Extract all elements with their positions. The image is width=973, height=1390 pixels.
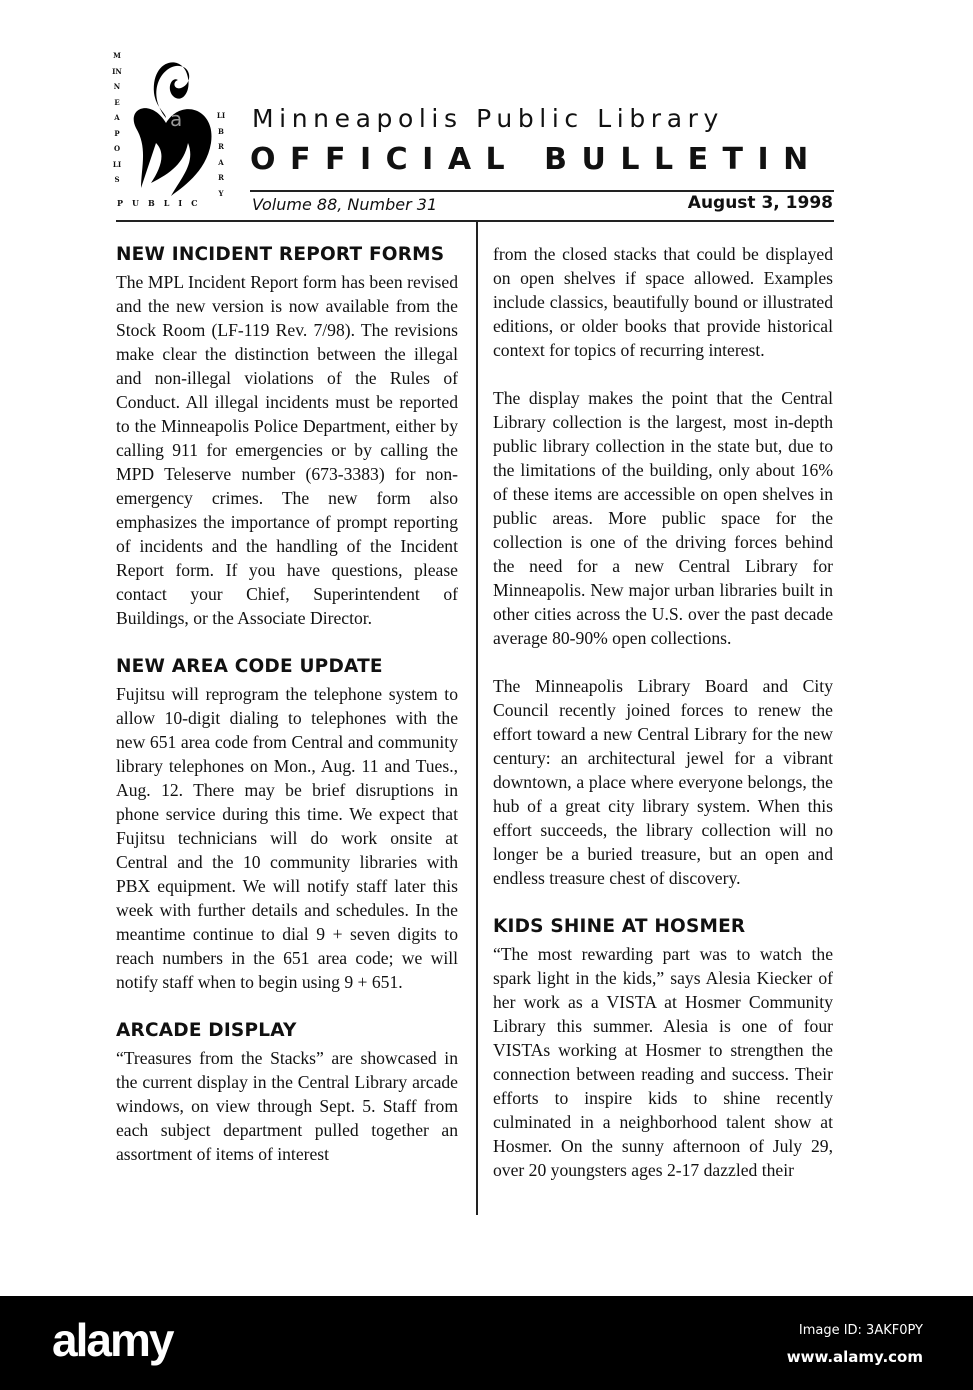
issue-date: August 3, 1998: [687, 193, 833, 213]
site-url: www.alamy.com: [786, 1348, 923, 1366]
article-paragraph: “Treasures from the Stacks” are showcased in the current display in the Central Library arcade windows, on view through Sept. 5. Staff from each subject department pulled together an assortment of items of interest: [116, 1048, 458, 1164]
alamy-logo: alamy: [52, 1314, 173, 1366]
article-paragraph: The MPL Incident Report form has been revised and the new version is now available from the Stock Room (LF-119 Rev. 7/98). The revisions make clear the distinction between the illegal and non-illegal violations of the Rules of Conduct. All illegal incidents must be reported to the Minneapolis Police Department, either by calling 911 for emergencies or by calling the MPD Teleserve number (673-3383) for non-emergency crimes. The new form also emphasizes the importance of prompt reporting of incidents and the handling of the Incident Report form. If you have questions, please contact your Chief, Superintendent of Buildings, or the Associate Director.: [116, 272, 458, 628]
library-logo: [112, 48, 226, 218]
library-name: Minneapolis Public Library: [252, 104, 724, 133]
logo-mark-icon: [126, 48, 216, 198]
column-divider: [476, 222, 478, 1215]
header-rule: [250, 190, 834, 192]
left-column: [116, 242, 458, 1190]
article-heading: KIDS SHINE AT HOSMER: [493, 916, 746, 937]
volume-number: Volume 88, Number 31: [252, 195, 438, 214]
masthead-bottom-rule: [116, 220, 834, 222]
article-paragraph: from the closed stacks that could be displayed on open shelves if space allowed. Examples include classics, beautifully bound or illustrated editions, or older books that provide historical context for topics of recurring interest.: [493, 244, 833, 360]
article-paragraph: “The most rewarding part was to watch the spark light in the kids,” says Alesia Kiecker of her work as a VISTA at Hosmer Community Library this summer. Alesia is one of four VISTAs working at Hosmer to strengthen the connection between reading and success. Their efforts to inspire kids to shine recently culminated in a neighborhood talent show at Hosmer. On the sunny afternoon of July 29, over 20 youngsters ages 2-17 dazzled their: [493, 944, 833, 1180]
image-id: Image ID: 3AKF0PY: [798, 1323, 923, 1338]
svg-text:a: a: [170, 107, 183, 131]
article-area-code-update: [116, 654, 458, 994]
article-heading: NEW AREA CODE UPDATE: [116, 656, 383, 677]
article-paragraph: Fujitsu will reprogram the telephone system to allow 10-digit dialing to telephones with the new 651 area code from Central and community library telephones on Mon., Aug. 11 and Tues., Aug. 12. There may be brief disruptions in phone service during this time. We expect that Fujitsu technicians will do work onsite at Central and the 10 community libraries with PBX equipment. We will notify staff later this week with further details and schedules. In the meantime continue to dial 9 + seven digits to reach numbers in the 651 area code; we will notify staff when to begin using 9 + 651.: [116, 684, 458, 992]
article-paragraph: The Minneapolis Library Board and City Council recently joined forces to renew the effort toward a new Central Library for the new century: an architectural jewel for a vibrant downtown, a place where everyone belongs, the hub of a great city library system. When this effort succeeds, the library collection will no longer be a buried treasure, but an open and endless treasure chest of discovery.: [493, 676, 833, 888]
publication-title: OFFICIAL BULLETIN: [250, 142, 823, 177]
article-heading: ARCADE DISPLAY: [116, 1020, 297, 1041]
logo-text-minneapolis: MINNEAPOLIS: [112, 51, 122, 184]
article-paragraph: The display makes the point that the Central Library collection is the largest, most in-depth public library collection in the state but, due to the limitations of the building, only about 16% of these items are accessible on open shelves in public areas. More public space for the collection is one of the driving forces behind the need for a new Central Library for Minneapolis. New major urban libraries built in other cities across the U.S. over the past decade average 80-90% open collections.: [493, 388, 833, 648]
article-incident-report-forms: [116, 242, 458, 630]
logo-text-library: LIBRARY: [216, 111, 226, 198]
article-heading: NEW INCIDENT REPORT FORMS: [116, 244, 445, 265]
right-column: [493, 242, 833, 1206]
logo-text-public: PUBLIC: [117, 198, 207, 208]
article-arcade-display: [116, 1018, 458, 1166]
article-kids-shine-at-hosmer: [493, 914, 833, 1182]
